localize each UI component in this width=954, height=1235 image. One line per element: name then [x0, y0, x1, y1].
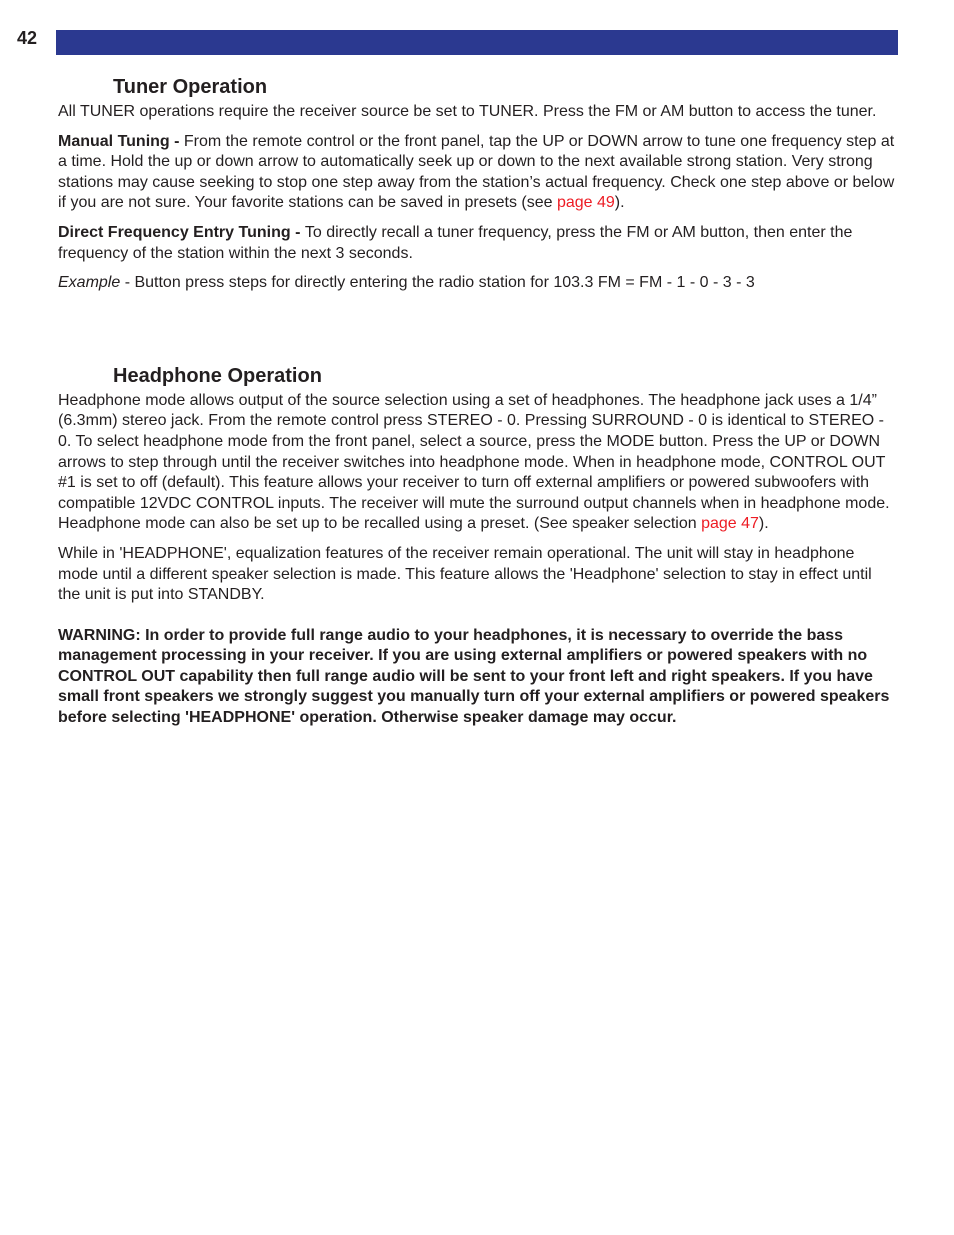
example-lead: Example	[58, 274, 121, 292]
section-spacer	[58, 303, 898, 363]
example-text: - Button press steps for directly entering the radio station for 103.3 FM = FM - 1 - 0 - 3 - 3	[120, 274, 755, 292]
example-paragraph	[58, 273, 898, 294]
warning-paragraph: WARNING: In order to provide full range audio to your headphones, it is necessary to override the bass management processing in your receiver. If you are using external amplifiers or powered speakers with no CONTROL OUT capability then full range audio will be sent to your front left and right speakers. If you have small front speakers we strongly suggest you manually turn off your external amplifiers or powered speakers before selecting 'HEADPHONE' operation. Otherwise speaker damage may occur.	[58, 626, 890, 727]
headphone-paragraph-1-end: ).	[758, 515, 769, 533]
page-number: 42	[17, 28, 38, 48]
headphone-paragraph-1-text: Headphone mode allows output of the source selection using a set of headphones. The headphone jack uses a 1/4” (6.3mm) stereo jack. From the remote control press STEREO - 0. Pressing SURROUND - 0 is identical to STEREO - 0. To select headphone mode from the front panel, select a source, press the MODE button. Press the UP or DOWN arrows to step through until the receiver switches into headphone mode. When in headphone mode, CONTROL OUT #1 is set to off (default). This feature allows your receiver to turn off external amplifiers or powered subwoofers with compatible 12VDC CONTROL inputs. The receiver will mute the surround output channels when in headphone mode. Headphone mode can also be set up to be recalled using a preset. (See speaker selection	[58, 391, 890, 533]
tuner-section	[58, 74, 898, 294]
warning-spacer	[58, 615, 898, 626]
page-49-link[interactable]: page 49	[556, 194, 615, 212]
page-content	[58, 74, 898, 738]
header-bar	[56, 30, 898, 55]
direct-tuning-lead: Direct Frequency Entry Tuning -	[58, 223, 305, 241]
tuner-heading: Tuner Operation	[113, 76, 268, 98]
tuner-intro: All TUNER operations require the receiver source be set to TUNER. Press the FM or AM button to access the tuner.	[58, 103, 877, 120]
headphone-heading: Headphone Operation	[113, 364, 322, 387]
headphone-section	[58, 363, 898, 729]
direct-tuning-text: To directly recall a tuner frequency, press the FM or AM button, then enter the frequency of the station within the next 3 seconds.	[58, 223, 853, 262]
headphone-paragraph-2: While in 'HEADPHONE', equalization features of the receiver remain operational. The unit will stay in headphone mode until a different speaker selection is made. This feature allows the 'Headphone' selection to stay in effect until the unit is put into STANDBY.	[58, 544, 872, 604]
page-47-link[interactable]: page 47	[701, 515, 759, 533]
manual-tuning-lead: Manual Tuning -	[58, 132, 184, 150]
manual-tuning-end: ).	[614, 194, 625, 212]
manual-tuning-paragraph	[58, 132, 898, 214]
manual-tuning-text: From the remote control or the front panel, tap the UP or DOWN arrow to tune one frequency step at a time. Hold the up or down arrow to automatically seek up or down to the next available strong station. Very strong stations may cause seeking to stop one step away from the station’s actual frequency. Check one step above or below if you are not sure. Your favorite stations can be saved in presets (see	[58, 132, 895, 212]
direct-tuning-paragraph	[58, 223, 898, 264]
headphone-paragraph-1	[58, 391, 898, 535]
